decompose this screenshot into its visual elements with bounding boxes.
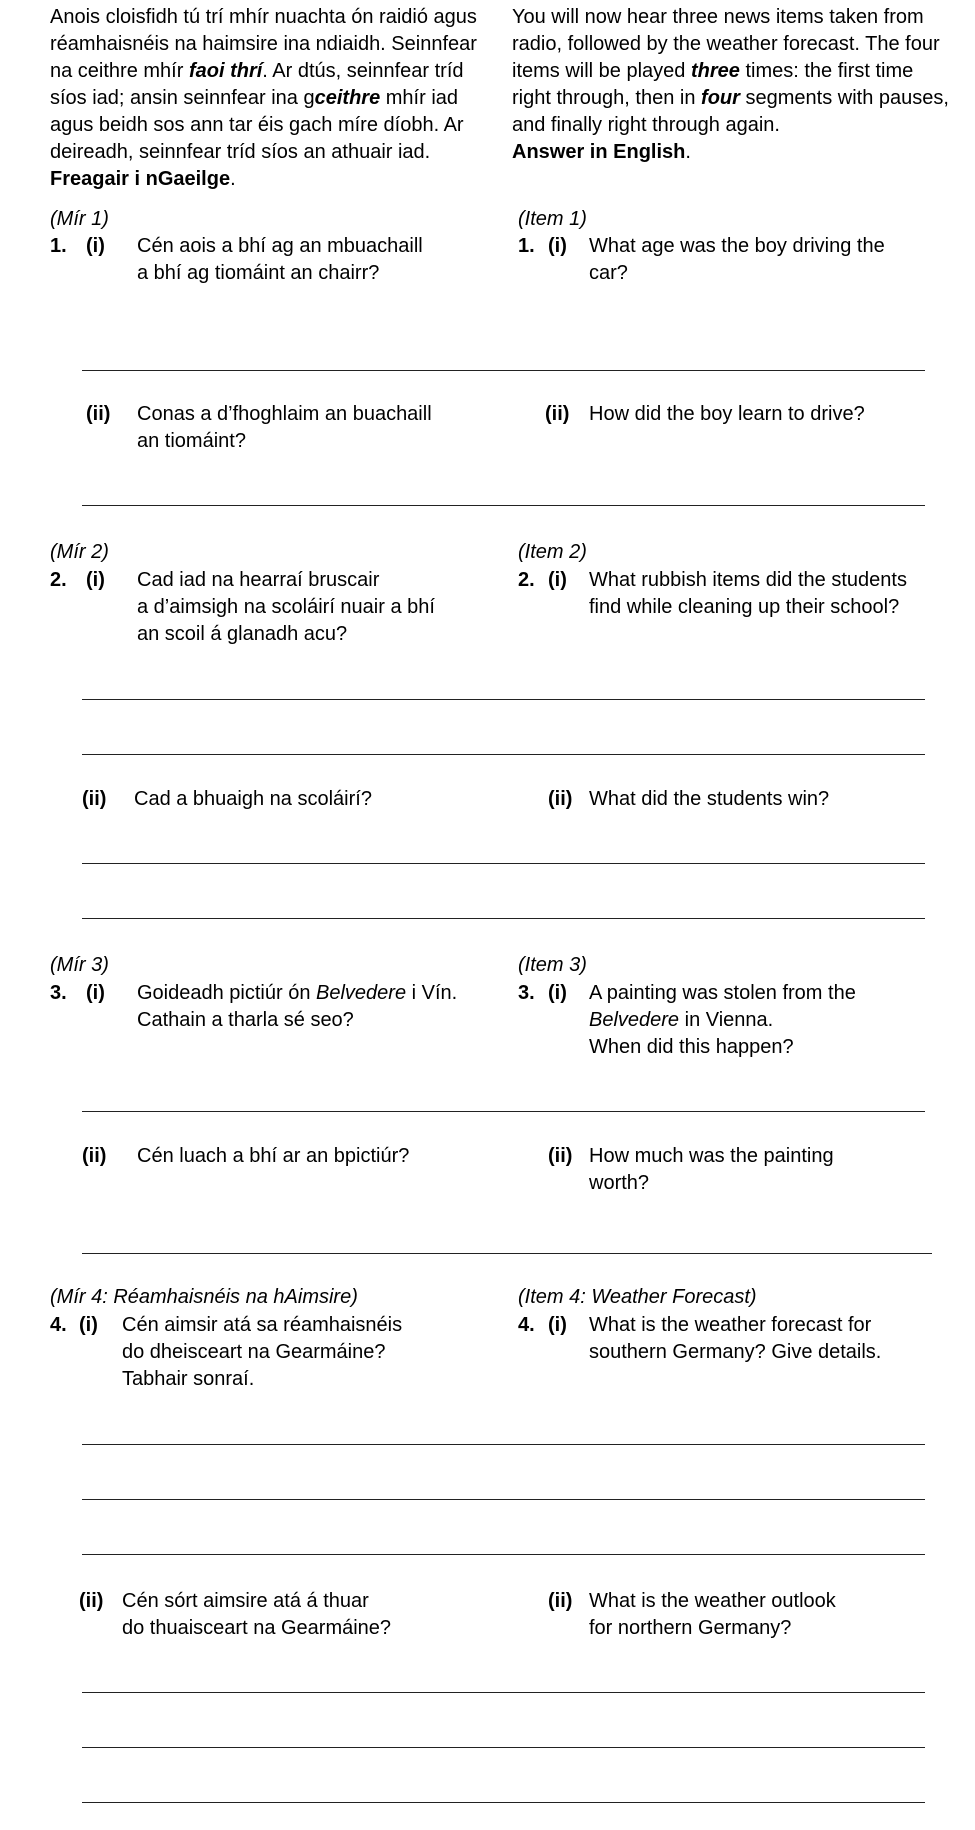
answer-line[interactable] — [82, 863, 925, 864]
question-english: A painting was stolen from the Belvedere in Vienna. When did this happen? — [589, 982, 856, 1058]
question-part: (i) — [86, 982, 105, 1004]
question-english: What age was the boy driving the car? — [589, 235, 885, 284]
question-irish: Cén aois a bhí ag an mbuachaill a bhí ag tiomáint an chairr? — [137, 235, 423, 284]
question-english: What is the weather forecast for southern Germany? Give details. — [589, 1314, 882, 1363]
question-part: (i) — [548, 1314, 567, 1336]
question-irish: Cén luach a bhí ar an bpictiúr? — [137, 1145, 410, 1167]
answer-line[interactable] — [82, 1747, 925, 1748]
question-irish: Conas a d’fhoghlaim an buachaill an tiomáint? — [137, 403, 432, 452]
question-number: 4. — [50, 1314, 67, 1336]
answer-line[interactable] — [82, 1802, 925, 1803]
question-english: What did the students win? — [589, 788, 830, 810]
answer-line[interactable] — [82, 918, 925, 919]
question-number: 4. — [518, 1314, 535, 1336]
question-part: (ii) — [79, 1590, 104, 1612]
question-part: (ii) — [548, 1590, 573, 1612]
question-part: (ii) — [82, 788, 107, 810]
question-number: 3. — [50, 982, 67, 1004]
answer-line[interactable] — [82, 754, 925, 755]
answer-line[interactable] — [82, 1111, 925, 1112]
question-part: (i) — [548, 569, 567, 591]
question-irish: Cén aimsir atá sa réamhaisnéis do dheisceart na Gearmáine? Tabhair sonraí. — [122, 1314, 403, 1390]
instruction-english: Answer in English — [512, 141, 686, 163]
answer-line[interactable] — [82, 1554, 925, 1555]
section-label-english: (Item 4: Weather Forecast) — [518, 1286, 757, 1308]
question-number: 1. — [50, 235, 67, 257]
question-part: (i) — [548, 982, 567, 1004]
question-part: (ii) — [548, 1145, 573, 1167]
question-irish: Cad iad na hearraí bruscair a d’aimsigh na scoláirí nuair a bhí an scoil á glanadh acu? — [137, 569, 435, 645]
intro-english: You will now hear three news items taken from radio, followed by the weather forecast. The four items will be played three times: the first time right through, then in four segments with pauses, and finally right through again. Answer in English. — [512, 6, 949, 163]
question-part: (i) — [79, 1314, 98, 1336]
question-number: 3. — [518, 982, 535, 1004]
question-number: 2. — [50, 569, 67, 591]
question-irish: Cad a bhuaigh na scoláirí? — [134, 788, 372, 810]
question-irish: Cén sórt aimsire atá á thuar do thuaisceart na Gearmáine? — [122, 1590, 392, 1639]
intro-irish: Anois cloisfidh tú trí mhír nuachta ón raidió agus réamhaisnéis na haimsire ina ndiaidh. Seinnfear na ceithre mhír faoi thrí. Ar dtús, seinnfear tríd síos iad; ansin seinnfear ina gceithre mhír iad agus beidh sos ann tar éis gach míre díobh. Ar deireadh, seinnfear tríd síos an athuair iad. Freagair i nGaeilge. — [50, 6, 477, 190]
answer-line[interactable] — [82, 370, 925, 371]
question-part: (i) — [86, 569, 105, 591]
question-number: 2. — [518, 569, 535, 591]
answer-line[interactable] — [82, 1692, 925, 1693]
answer-line[interactable] — [82, 1253, 932, 1254]
answer-line[interactable] — [82, 1499, 925, 1500]
question-part: (i) — [548, 235, 567, 257]
question-irish: Goideadh pictiúr ón Belvedere i Vín. Cathain a tharla sé seo? — [137, 982, 458, 1031]
question-english: How did the boy learn to drive? — [589, 403, 865, 425]
question-english: How much was the painting worth? — [589, 1145, 834, 1194]
question-part: (ii) — [548, 788, 573, 810]
section-label-irish: (Mír 4: Réamhaisnéis na hAimsire) — [50, 1286, 358, 1308]
answer-line[interactable] — [82, 699, 925, 700]
answer-line[interactable] — [82, 505, 925, 506]
section-label-irish: (Mír 3) — [50, 954, 109, 976]
answer-line[interactable] — [82, 1444, 925, 1445]
question-part: (i) — [86, 235, 105, 257]
question-english: What is the weather outlook for northern Germany? — [589, 1590, 836, 1639]
section-label-irish: (Mír 2) — [50, 541, 109, 563]
section-label-english: (Item 2) — [518, 541, 587, 563]
question-english: What rubbish items did the students find while cleaning up their school? — [589, 569, 907, 618]
question-number: 1. — [518, 235, 535, 257]
section-label-english: (Item 3) — [518, 954, 587, 976]
question-part: (ii) — [82, 1145, 107, 1167]
question-part: (ii) — [86, 403, 111, 425]
question-part: (ii) — [545, 403, 570, 425]
section-label-english: (Item 1) — [518, 208, 587, 230]
section-label-irish: (Mír 1) — [50, 208, 109, 230]
instruction-irish: Freagair i nGaeilge — [50, 168, 231, 190]
